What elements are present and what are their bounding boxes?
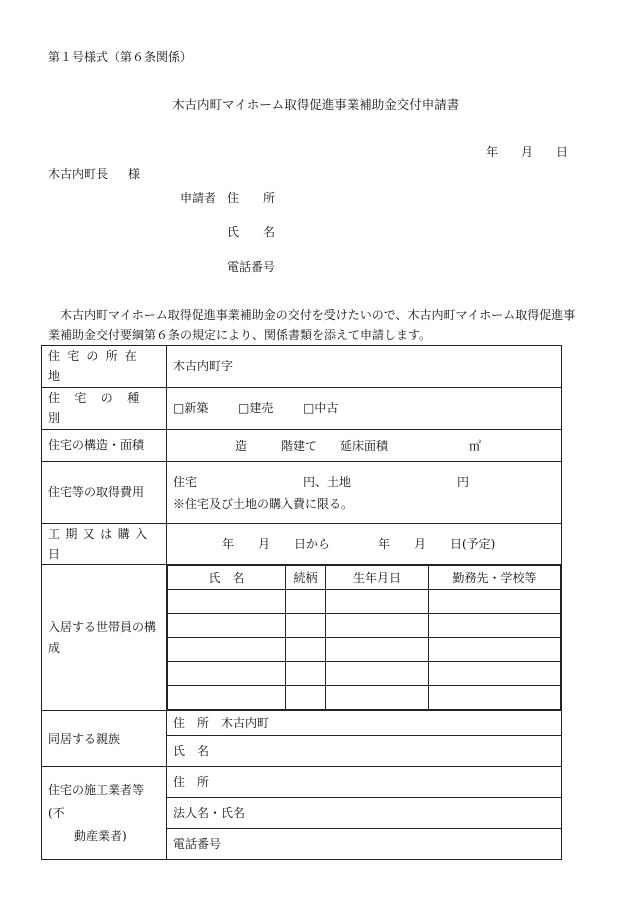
household-workplace-cell[interactable] xyxy=(429,590,561,614)
structure-label: 住宅の構造・面積 xyxy=(42,429,167,461)
applicant-phone-label: 電話番号 xyxy=(227,260,276,274)
builder-label-line1: 住宅の施工業者等(不 xyxy=(48,783,145,820)
date-year: 年 xyxy=(486,145,499,159)
household-name-cell[interactable] xyxy=(168,638,286,662)
type-label: 住宅の種別 xyxy=(42,387,167,429)
cost-note: ※住宅及び土地の購入費に限る。 xyxy=(173,496,354,511)
structure-zou: 造 xyxy=(235,438,248,453)
row-builder-address xyxy=(42,767,562,798)
row-household xyxy=(42,565,562,711)
household-birthdate-cell[interactable] xyxy=(326,686,429,710)
builder-address[interactable]: 住 所 xyxy=(167,767,562,798)
type-option-new-checkbox[interactable]: □ 新築 xyxy=(173,401,208,415)
applicant-name-label: 氏 名 xyxy=(227,225,276,239)
row-type xyxy=(42,387,562,429)
structure-value[interactable] xyxy=(167,429,562,461)
form-number: 第１号様式（第６条関係） xyxy=(48,50,193,64)
type-option-used-checkbox[interactable]: □ 中古 xyxy=(303,401,338,415)
household-row[interactable] xyxy=(168,590,561,614)
row-location xyxy=(42,346,562,388)
cost-label: 住宅等の取得費用 xyxy=(42,461,167,523)
body-text-line2: 業補助金交付要綱第６条の規定により、関係書類を添えて申請します。 xyxy=(48,328,432,342)
period-value[interactable]: 年 月 日から 年 月 日(予定) xyxy=(167,523,562,565)
household-label-line1: 入居する世帯員の構 xyxy=(48,620,157,635)
household-row[interactable] xyxy=(168,686,561,710)
household-name-cell[interactable] xyxy=(168,590,286,614)
household-workplace-cell[interactable] xyxy=(429,638,561,662)
household-relation-cell[interactable] xyxy=(286,590,326,614)
applicant-label: 申請者 xyxy=(180,191,217,205)
structure-kaidate: 階建て xyxy=(281,438,318,453)
addressee-name: 木古内町長 xyxy=(48,167,109,181)
household-birthdate-cell[interactable] xyxy=(326,614,429,638)
household-header-row xyxy=(168,566,561,590)
household-label xyxy=(42,565,167,711)
household-relation-cell[interactable] xyxy=(286,614,326,638)
application-table xyxy=(41,345,562,860)
cost-yen-land: 円、土地 xyxy=(303,474,352,489)
household-birthdate-cell[interactable] xyxy=(326,662,429,686)
location-label: 住宅の所在地 xyxy=(42,346,167,388)
row-period xyxy=(42,523,562,565)
household-birthdate-cell[interactable] xyxy=(326,590,429,614)
household-row[interactable] xyxy=(168,614,561,638)
household-workplace-cell[interactable] xyxy=(429,662,561,686)
period-label: 工期又は購入日 xyxy=(42,523,167,565)
household-header-workplace: 勤務先・学校等 xyxy=(429,566,561,590)
builder-label xyxy=(42,767,167,860)
type-options xyxy=(167,387,562,429)
household-header-birthdate: 生年月日 xyxy=(326,566,429,590)
cost-value[interactable] xyxy=(167,461,562,523)
type-option-builtforsale-checkbox[interactable]: □ 建売 xyxy=(238,401,273,415)
relatives-label: 同居する親族 xyxy=(42,711,167,767)
cost-house: 住宅 xyxy=(173,474,198,489)
row-structure xyxy=(42,429,562,461)
body-text-line1: 木古内町マイホーム取得促進事業補助金の交付を受けたいので、木古内町マイホーム取得促進事 xyxy=(48,308,576,322)
date-month: 月 xyxy=(521,145,534,159)
relatives-name[interactable]: 氏 名 xyxy=(167,736,562,767)
household-table-cell xyxy=(167,565,562,711)
row-relatives-address xyxy=(42,711,562,736)
household-workplace-cell[interactable] xyxy=(429,686,561,710)
household-name-cell[interactable] xyxy=(168,662,286,686)
household-workplace-cell[interactable] xyxy=(429,614,561,638)
row-cost xyxy=(42,461,562,523)
document-title: 木古内町マイホーム取得促進事業補助金交付申請書 xyxy=(172,97,460,112)
household-header-relation: 続柄 xyxy=(286,566,326,590)
relatives-address[interactable]: 住 所 木古内町 xyxy=(167,711,562,736)
builder-corp-name[interactable]: 法人名・氏名 xyxy=(167,798,562,829)
structure-nobeyuka: 延床面積 xyxy=(340,438,389,453)
household-birthdate-cell[interactable] xyxy=(326,638,429,662)
household-relation-cell[interactable] xyxy=(286,686,326,710)
household-name-cell[interactable] xyxy=(168,686,286,710)
household-row[interactable] xyxy=(168,662,561,686)
builder-phone[interactable]: 電話番号 xyxy=(167,829,562,860)
household-relation-cell[interactable] xyxy=(286,662,326,686)
date-day: 日 xyxy=(556,145,569,159)
household-table xyxy=(167,565,561,710)
addressee-honorific: 様 xyxy=(128,167,141,181)
household-header-name: 氏 名 xyxy=(168,566,286,590)
applicant-address-label: 住 所 xyxy=(227,191,276,205)
household-label-line2: 成 xyxy=(48,640,61,655)
household-row[interactable] xyxy=(168,638,561,662)
household-relation-cell[interactable] xyxy=(286,638,326,662)
builder-label-line2: 動産業者) xyxy=(74,828,127,843)
structure-unit: ㎡ xyxy=(469,438,482,453)
household-name-cell[interactable] xyxy=(168,614,286,638)
cost-yen: 円 xyxy=(457,474,470,489)
location-value[interactable]: 木古内町字 xyxy=(167,346,562,388)
